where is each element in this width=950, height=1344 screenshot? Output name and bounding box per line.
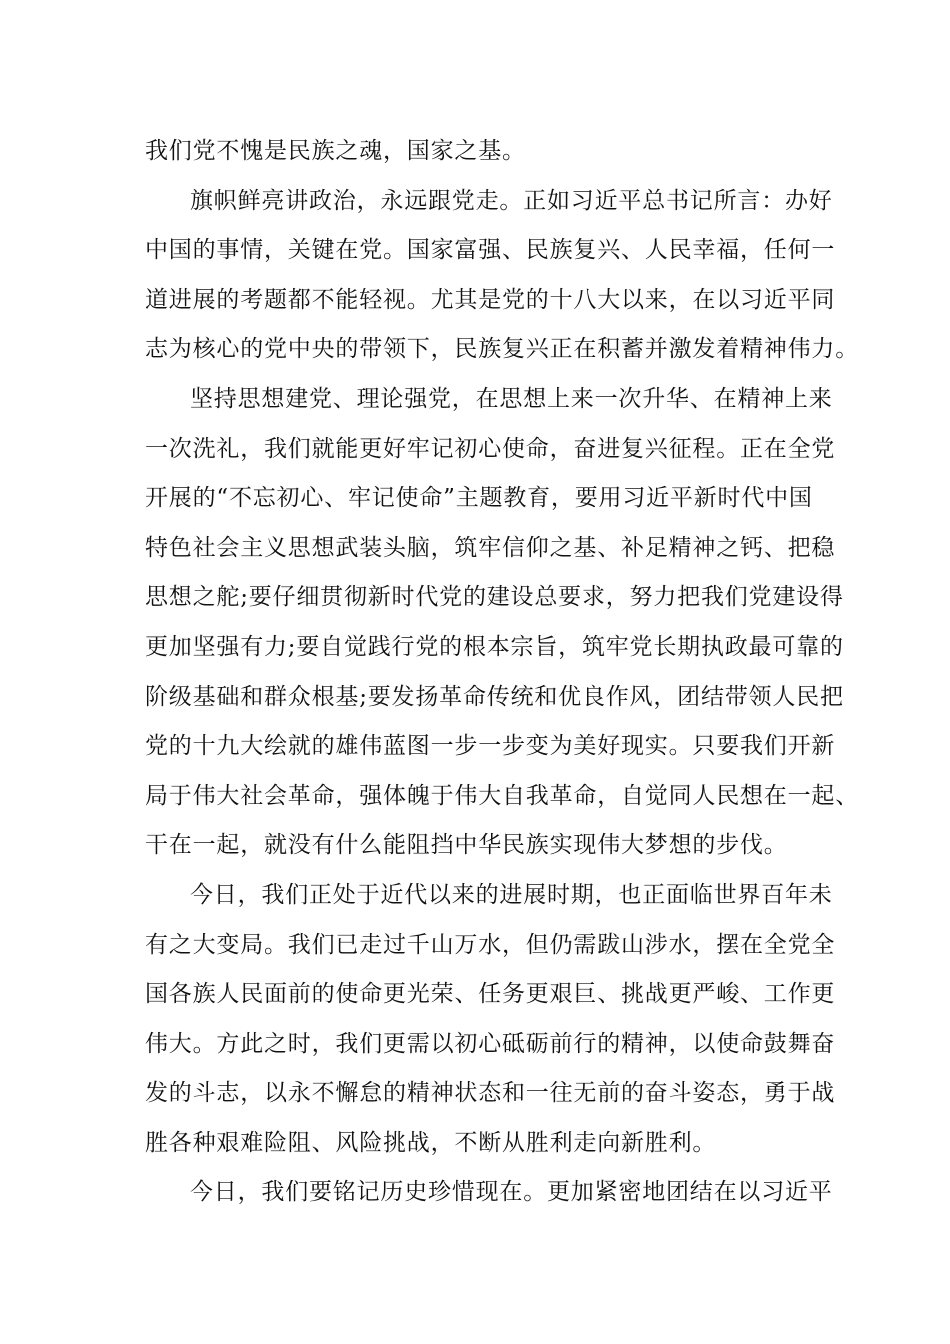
paragraph-line: 有之大变局。我们已走过千山万水，但仍需跋山涉水，摆在全党全 (145, 931, 836, 958)
paragraph-line: 国各族人民面前的使命更光荣、任务更艰巨、挑战更严峻、工作更 (145, 981, 836, 1008)
paragraph-line: 今日，我们正处于近代以来的进展时期，也正面临世界百年未 (190, 881, 833, 908)
paragraph-line: 伟大。方此之时，我们更需以初心砥砺前行的精神，以使命鼓舞奋 (145, 1030, 836, 1057)
paragraph-line: 道进展的考题都不能轻视。尤其是党的十八大以来，在以习近平同 (145, 286, 836, 313)
paragraph-line: 阶级基础和群众根基;要发扬革命传统和优良作风，团结带领人民把 (145, 683, 844, 710)
paragraph-line: 胜各种艰难险阻、风险挑战，不断从胜利走向新胜利。 (145, 1129, 717, 1156)
paragraph-line: 更加坚强有力;要自觉践行党的根本宗旨，筑牢党长期执政最可靠的 (145, 633, 844, 660)
paragraph-line: 干在一起，就没有什么能阻挡中华民族实现伟大梦想的步伐。 (145, 832, 788, 859)
paragraph-line: 中国的事情，关键在党。国家富强、民族复兴、人民幸福，任何一 (145, 237, 836, 264)
document-body (145, 127, 859, 1218)
paragraph-line: 思想之舵;要仔细贯彻新时代党的建设总要求，努力把我们党建设得 (145, 584, 844, 611)
paragraph-line: 今日，我们要铭记历史珍惜现在。更加紧密地团结在以习近平 (190, 1179, 833, 1206)
paragraph-line: 我们党不愧是民族之魂，国家之基。 (145, 138, 526, 164)
paragraph-line: 特色社会主义思想武装头脑，筑牢信仰之基、补足精神之钙、把稳 (145, 534, 836, 561)
paragraph-line: 发的斗志，以永不懈怠的精神状态和一往无前的奋斗姿态，勇于战 (145, 1080, 836, 1107)
paragraph-line: 坚持思想建党、理论强党，在思想上来一次升华、在精神上来 (190, 385, 833, 412)
paragraph-line: 开展的“不忘初心、牢记使命”主题教育，要用习近平新时代中国 (145, 485, 813, 512)
paragraph-line: 志为核心的党中央的带领下，民族复兴正在积蓄并激发着精神伟力。 (145, 336, 859, 363)
paragraph-line: 党的十九大绘就的雄伟蓝图一步一步变为美好现实。只要我们开新 (145, 733, 836, 760)
paragraph-line: 局于伟大社会革命，强体魄于伟大自我革命，自觉同人民想在一起、 (145, 782, 859, 809)
paragraph-line: 旗帜鲜亮讲政治，永远跟党走。正如习近平总书记所言：办好 (190, 187, 833, 214)
paragraph-line: 一次洗礼，我们就能更好牢记初心使命，奋进复兴征程。正在全党 (145, 435, 836, 462)
